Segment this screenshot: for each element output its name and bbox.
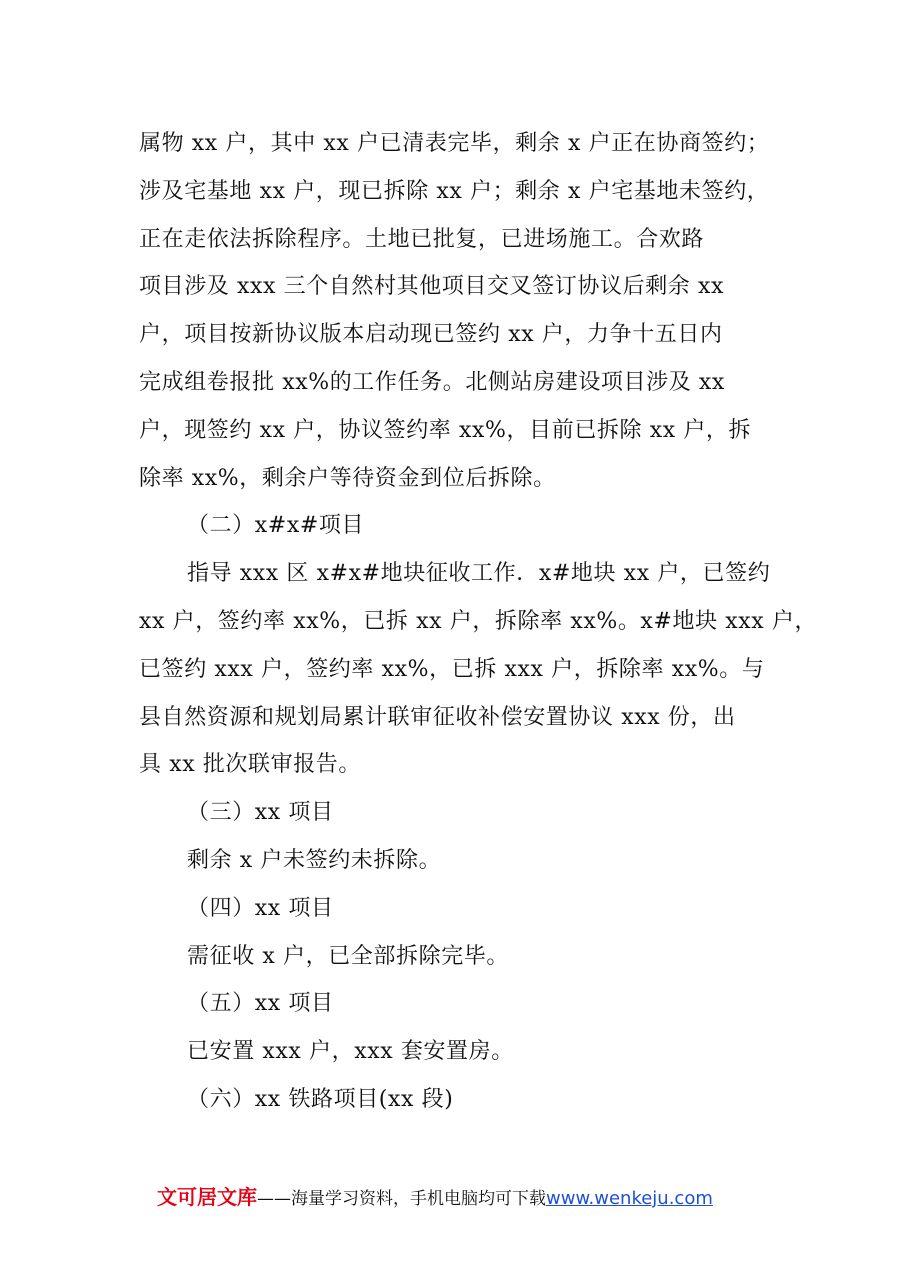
paragraph-line-3: 正在走依法拆除程序。土地已批复，已进场施工。合欢路 [139,226,705,252]
section-heading-2: （二）x#x#项目 [187,513,365,539]
paragraph-line-2: 涉及宅基地 xx 户，现已拆除 xx 户；剩余 x 户宅基地未签约， [139,178,770,204]
paragraph-line-14: 剩余 x 户未签约未拆除。 [187,847,442,873]
paragraph-line-10: xx 户，签约率 xx%，已拆 xx 户，拆除率 xx%。x#地块 xxx 户， [139,608,818,634]
section-heading-3: （三）xx 项目 [187,800,334,826]
paragraph-line-4: 项目涉及 xxx 三个自然村其他项目交叉签订协议后剩余 xx [139,274,725,300]
footer-slogan: ——海量学习资料，手机电脑均可下载 [257,1189,546,1209]
paragraph-line-6: 完成组卷报批 xx%的工作任务。北侧站房建设项目涉及 xx [139,369,725,395]
paragraph-line-11: 已签约 xxx 户，签约率 xx%，已拆 xxx 户，拆除率 xx%。与 [139,656,765,682]
footer-url-link[interactable]: www.wenkeju.com [546,1188,713,1209]
paragraph-line-7: 户，现签约 xx 户，协议签约率 xx%，目前已拆除 xx 户，拆 [139,417,752,443]
paragraph-line-12: 县自然资源和规划局累计联审征收补偿安置协议 xxx 份，出 [139,704,736,730]
footer [157,1181,713,1213]
footer-brand: 文可居文库 [157,1185,257,1209]
paragraph-line-1: 属物 xx 户，其中 xx 户已清表完毕，剩余 x 户正在协商签约； [139,131,770,156]
paragraph-line-15: 需征收 x 户，已全部拆除完毕。 [187,943,509,969]
section-heading-6: （六）xx 铁路项目(xx 段) [187,1086,454,1112]
paragraph-line-16: 已安置 xxx 户，xxx 套安置房。 [187,1039,514,1065]
paragraph-line-9: 指导 xxx 区 x#x#地块征收工作．x#地块 xx 户，已签约 [187,561,771,587]
paragraph-line-13: 具 xx 批次联审报告。 [139,752,362,778]
paragraph-line-8: 除率 xx%，剩余户等待资金到位后拆除。 [139,465,556,491]
paragraph-line-5: 户，项目按新协议版本启动现已签约 xx 户，力争十五日内 [139,322,723,348]
section-heading-4: （四）xx 项目 [187,895,334,921]
section-heading-5: （五）xx 项目 [187,991,334,1017]
document-body [139,120,818,1124]
